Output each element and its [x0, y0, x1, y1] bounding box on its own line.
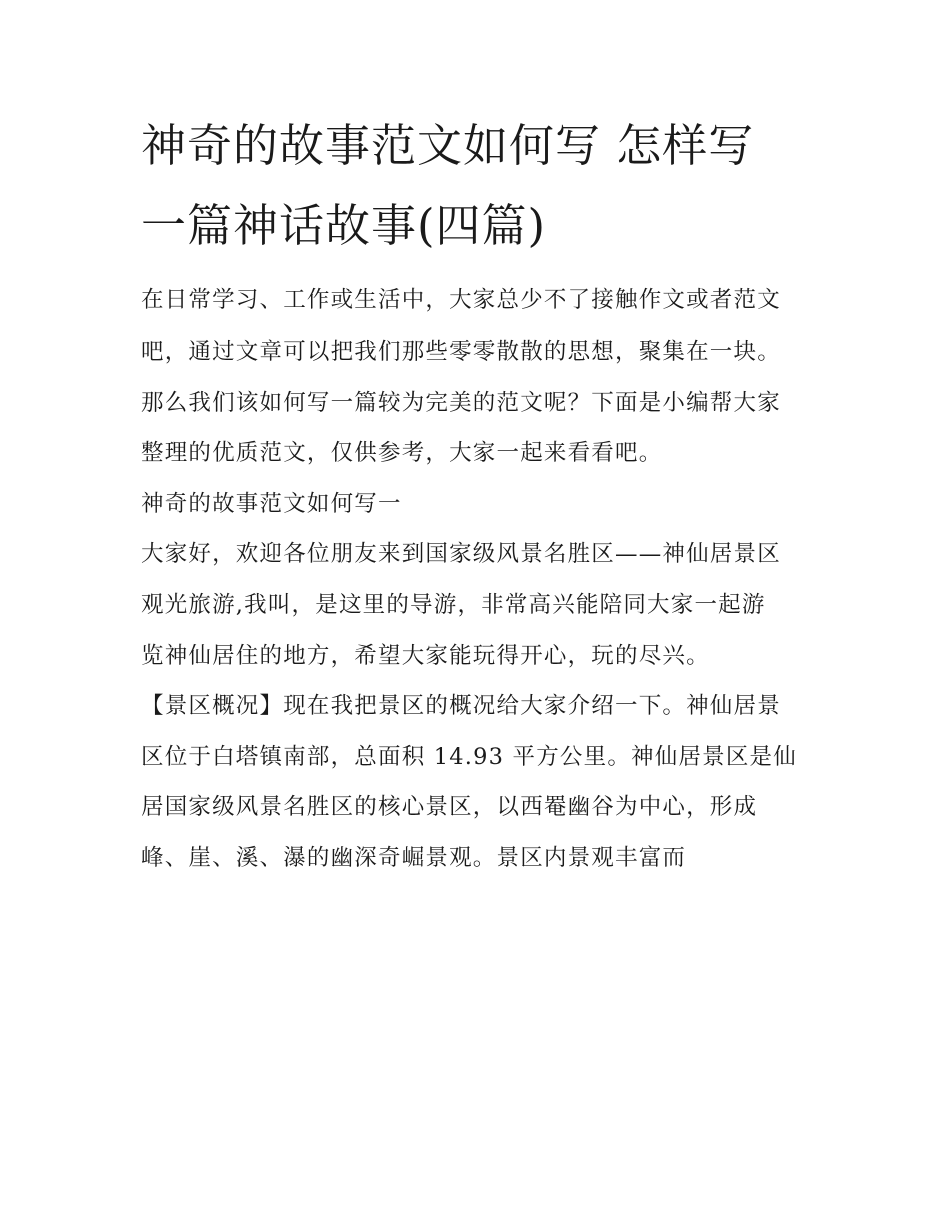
body-line-7: 观光旅游,我叫，是这里的导游，非常高兴能陪同大家一起游 — [141, 592, 766, 618]
body-line-12: 峰、崖、溪、瀑的幽深奇崛景观。景区内景观丰富而 — [141, 845, 687, 871]
body-line-8: 览神仙居住的地方，希望大家能玩得开心，玩的尽兴。 — [141, 643, 710, 669]
body-line-4: 整理的优质范文，仅供参考，大家一起来看看吧。 — [141, 440, 663, 466]
body-line-3: 那么我们该如何写一篇较为完美的范文呢？下面是小编帮大家 — [141, 390, 781, 416]
document-title-line-1: 神奇的故事范文如何写 怎样写 — [141, 119, 755, 172]
body-line-6: 大家好，欢迎各位朋友来到国家级风景名胜区——神仙居景区 — [141, 541, 781, 567]
document-title-line-2: 一篇神话故事(四篇) — [141, 199, 547, 252]
body-line-9: 【景区概况】现在我把景区的概况给大家介绍一下。神仙居景 — [141, 693, 781, 719]
body-line-2: 吧，通过文章可以把我们那些零零散散的思想，聚集在一块。 — [141, 339, 781, 365]
body-line-11: 居国家级风景名胜区的核心景区，以西罨幽谷为中心，形成 — [141, 794, 758, 820]
section-heading: 神奇的故事范文如何写一 — [141, 491, 402, 517]
body-line-1: 在日常学习、工作或生活中，大家总少不了接触作文或者范文 — [141, 287, 781, 313]
body-line-10: 区位于白塔镇南部，总面积 14.93 平方公里。神仙居景区是仙 — [141, 744, 797, 770]
